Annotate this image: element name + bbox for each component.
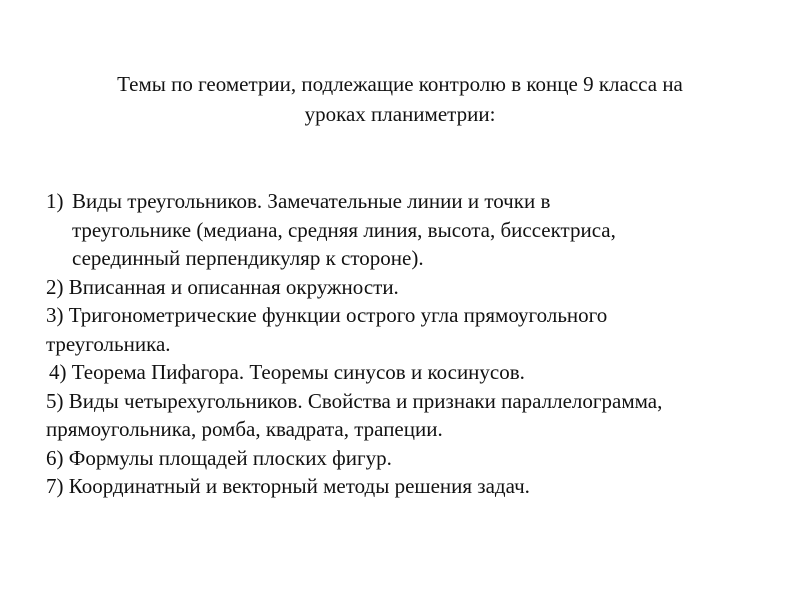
list-item-5 [46, 387, 776, 444]
item-1-line-2: треугольнике (медиана, средняя линия, высота, биссектриса, [72, 217, 616, 242]
list-item-7 [46, 472, 776, 501]
item-number: 1) [46, 189, 64, 213]
item-2-line-1: 2) Вписанная и описанная окружности. [46, 274, 399, 299]
list-item-3 [46, 301, 776, 358]
item-3-line-1: 3) Тригонометрические функции острого угла прямоугольного [46, 303, 608, 327]
list-item-6 [46, 444, 776, 473]
item-7-line-1: 7) Координатный и векторный методы решения задач. [46, 474, 530, 498]
item-1-line-3: серединный перпендикуляр к стороне). [72, 246, 424, 270]
title-line-2: уроках планиметрии: [304, 102, 496, 126]
item-4-line-1: 4) Теорема Пифагора. Теоремы синусов и косинусов. [49, 360, 525, 384]
item-1-line-1: Виды треугольников. Замечательные линии и точки в [72, 189, 551, 213]
topics-list [46, 187, 776, 501]
item-5-line-2: прямоугольника, ромба, квадрата, трапеции. [46, 417, 443, 441]
slide-title [60, 69, 740, 129]
title-line-1: Темы по геометрии, подлежащие контролю в конце 9 класса на [117, 72, 683, 96]
list-item-4 [46, 358, 776, 387]
list-item-1 [46, 187, 776, 273]
item-5-line-1: 5) Виды четырехугольников. Свойства и признаки параллелограмма, [46, 388, 663, 413]
item-6-line-1: 6) Формулы площадей плоских фигур. [46, 445, 392, 470]
list-item-2 [46, 273, 776, 302]
item-3-line-2: треугольника. [46, 331, 171, 356]
